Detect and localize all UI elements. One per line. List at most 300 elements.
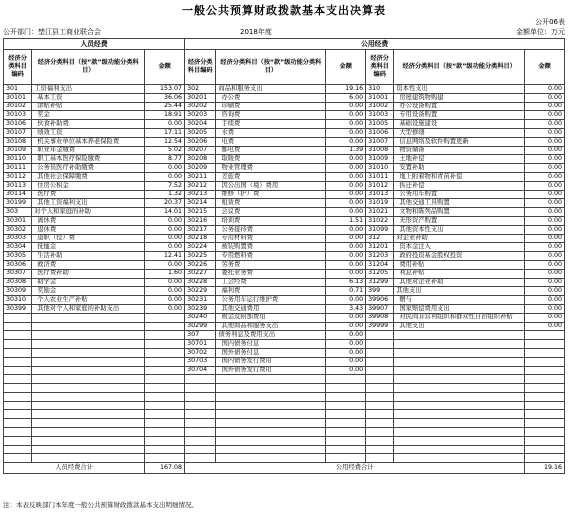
cell-name xyxy=(216,419,326,428)
personnel-header: 人员经费 xyxy=(4,39,185,50)
cell-amount: 1.32 xyxy=(145,190,185,199)
cell-code: 31001 xyxy=(366,93,394,102)
table-row xyxy=(4,199,565,208)
cell-amount xyxy=(145,454,185,463)
cell-code: 30227 xyxy=(185,269,216,278)
table-row xyxy=(4,111,565,120)
cell-code xyxy=(366,454,394,463)
cell-code xyxy=(185,419,216,428)
cell-name: 助学金 xyxy=(32,278,145,287)
cell-amount xyxy=(145,436,185,445)
cell-name xyxy=(32,340,145,349)
cell-code xyxy=(366,340,394,349)
cell-code xyxy=(4,454,32,463)
cell-code xyxy=(366,436,394,445)
cell-name: 对个人和家庭的补助 xyxy=(32,208,145,217)
cell-name: 差旅费 xyxy=(216,172,326,181)
cell-amount: 0.00 xyxy=(326,260,366,269)
cell-name: 因公出国（境）费用 xyxy=(216,181,326,190)
cell-amount xyxy=(326,428,366,437)
cell-code xyxy=(185,375,216,384)
cell-amount xyxy=(525,401,565,410)
cell-name xyxy=(394,445,525,454)
cell-code: 30107 xyxy=(4,128,32,137)
cell-name: 国家赔偿费用支出 xyxy=(394,304,525,313)
cell-amount: 0.00 xyxy=(326,199,366,208)
cell-amount xyxy=(326,410,366,419)
cell-name: 资本金注入 xyxy=(394,243,525,252)
cell-code xyxy=(185,410,216,419)
cell-amount: 0.00 xyxy=(326,208,366,217)
cell-amount xyxy=(145,357,185,366)
cell-name xyxy=(394,401,525,410)
table-row xyxy=(4,366,565,375)
cell-code: 30106 xyxy=(4,120,32,129)
cell-amount xyxy=(525,410,565,419)
cell-code: 30303 xyxy=(4,234,32,243)
cell-amount xyxy=(326,375,366,384)
cell-amount: 0.00 xyxy=(525,102,565,111)
cell-code xyxy=(366,445,394,454)
cell-code: 30110 xyxy=(4,155,32,164)
cell-name xyxy=(394,366,525,375)
cell-amount: 17.11 xyxy=(145,128,185,137)
cell-code xyxy=(185,401,216,410)
cell-code: 30310 xyxy=(4,296,32,305)
cell-amount: 0.00 xyxy=(145,234,185,243)
cell-name: 劳务费 xyxy=(216,260,326,269)
amount-unit: 金额单位：万元 xyxy=(516,28,565,36)
table-row xyxy=(4,269,565,278)
cell-amount: 0.00 xyxy=(145,172,185,181)
cell-name: 办公费 xyxy=(216,93,326,102)
cell-name: 电费 xyxy=(216,137,326,146)
cell-name xyxy=(216,445,326,454)
cell-amount xyxy=(326,445,366,454)
cell-name: 专用设备购置 xyxy=(394,111,525,120)
table-row xyxy=(4,155,565,164)
cell-amount: 0.00 xyxy=(525,225,565,234)
cell-code xyxy=(185,384,216,393)
cell-amount: 0.00 xyxy=(145,304,185,313)
cell-name: 房屋建筑物购建 xyxy=(394,93,525,102)
cell-name: 委托业务费 xyxy=(216,269,326,278)
report-year: 2018年度 xyxy=(240,28,272,36)
cell-code: 30214 xyxy=(185,199,216,208)
table-row xyxy=(4,322,565,331)
cell-amount: 0.00 xyxy=(326,234,366,243)
table-row xyxy=(4,375,565,384)
cell-amount: 0.00 xyxy=(525,190,565,199)
table-row xyxy=(4,172,565,181)
cell-amount xyxy=(525,331,565,340)
cell-name: 工会经费 xyxy=(216,278,326,287)
cell-name xyxy=(394,357,525,366)
cell-name: 医疗费 xyxy=(32,190,145,199)
cell-amount: 0.00 xyxy=(326,340,366,349)
cell-amount xyxy=(145,322,185,331)
cell-code: 31009 xyxy=(366,155,394,164)
cell-amount xyxy=(145,375,185,384)
cell-code: 31203 xyxy=(366,252,394,261)
cell-name xyxy=(394,375,525,384)
cell-code: 30203 xyxy=(185,111,216,120)
cell-name xyxy=(32,410,145,419)
cell-amount: 0.00 xyxy=(326,357,366,366)
cell-code: 30306 xyxy=(4,260,32,269)
table-row xyxy=(4,190,565,199)
cell-code: 30305 xyxy=(4,252,32,261)
cell-amount: 0.00 xyxy=(326,243,366,252)
cell-name: 手续费 xyxy=(216,120,326,129)
cell-code: 312 xyxy=(366,234,394,243)
cell-amount: 1.39 xyxy=(326,146,366,155)
cell-code: 39906 xyxy=(366,296,394,305)
table-row xyxy=(4,348,565,357)
cell-amount: 0.00 xyxy=(326,322,366,331)
cell-code xyxy=(366,401,394,410)
cell-amount: 1.60 xyxy=(145,269,185,278)
table-row xyxy=(4,445,565,454)
cell-code xyxy=(185,428,216,437)
cell-amount: 0.00 xyxy=(525,278,565,287)
table-row xyxy=(4,120,565,129)
cell-code: 30702 xyxy=(185,348,216,357)
cell-name xyxy=(216,384,326,393)
cell-name xyxy=(32,401,145,410)
cell-name: 文物和陈列品购置 xyxy=(394,208,525,217)
cell-name: 其他对企业补助 xyxy=(394,278,525,287)
table-row xyxy=(4,137,565,146)
table-row xyxy=(4,410,565,419)
cell-code: 303 xyxy=(4,208,32,217)
cell-amount: 6.00 xyxy=(326,93,366,102)
cell-name xyxy=(394,454,525,463)
cell-name: 取暖费 xyxy=(216,155,326,164)
cell-code: 39999 xyxy=(366,322,394,331)
cell-amount: 0.00 xyxy=(326,155,366,164)
cell-amount: 3.43 xyxy=(326,304,366,313)
cell-amount: 1.51 xyxy=(326,216,366,225)
cell-name: 津贴补贴 xyxy=(32,102,145,111)
cell-code: 30304 xyxy=(4,243,32,252)
cell-code xyxy=(4,384,32,393)
cell-amount: 0.00 xyxy=(525,260,565,269)
cell-amount: 18.91 xyxy=(145,111,185,120)
cell-name: 邮电费 xyxy=(216,146,326,155)
cell-amount: 7.52 xyxy=(145,181,185,190)
cell-amount xyxy=(326,384,366,393)
cell-code: 31022 xyxy=(366,216,394,225)
table-row xyxy=(4,428,565,437)
table-row xyxy=(4,304,565,313)
cell-amount xyxy=(326,419,366,428)
cell-name: 土地补偿 xyxy=(394,155,525,164)
cell-code: 30240 xyxy=(185,313,216,322)
cell-amount: 0.00 xyxy=(145,216,185,225)
cell-code: 30207 xyxy=(185,146,216,155)
cell-amount: 0.00 xyxy=(326,269,366,278)
cell-amount xyxy=(525,366,565,375)
public-total-amount: 19.16 xyxy=(525,463,565,474)
cell-amount xyxy=(145,366,185,375)
cell-name: 公务接待费 xyxy=(216,225,326,234)
cell-name: 维修（护）费 xyxy=(216,190,326,199)
cell-amount xyxy=(326,436,366,445)
cell-amount xyxy=(326,401,366,410)
cell-code: 30213 xyxy=(185,190,216,199)
report-meta xyxy=(0,27,568,37)
table-row xyxy=(4,181,565,190)
cell-code xyxy=(4,392,32,401)
cell-code xyxy=(4,348,32,357)
cell-name: 基础设施建设 xyxy=(394,120,525,129)
cell-amount xyxy=(145,348,185,357)
cell-name: 住房公积金 xyxy=(32,181,145,190)
cell-code: 31011 xyxy=(366,172,394,181)
cell-amount: 0.00 xyxy=(326,296,366,305)
cell-code: 39907 xyxy=(366,304,394,313)
cell-name xyxy=(32,331,145,340)
column-header-amount: 金额 xyxy=(525,50,565,85)
cell-code: 30202 xyxy=(185,102,216,111)
cell-name: 对民间非营利组织和群众性自治组织补贴 xyxy=(394,313,525,322)
cell-name: 国内债务发行费用 xyxy=(216,357,326,366)
cell-name xyxy=(32,375,145,384)
cell-name xyxy=(216,410,326,419)
cell-code: 30302 xyxy=(4,225,32,234)
cell-name xyxy=(394,428,525,437)
cell-amount: 0.00 xyxy=(525,137,565,146)
cell-amount: 153.07 xyxy=(145,85,185,94)
cell-amount: 0.00 xyxy=(326,366,366,375)
cell-name: 安置补助 xyxy=(394,164,525,173)
cell-amount xyxy=(525,384,565,393)
cell-name: 拆迁补偿 xyxy=(394,181,525,190)
cell-amount: 0.71 xyxy=(326,287,366,296)
table-row xyxy=(4,278,565,287)
cell-name: 职业年金缴费 xyxy=(32,146,145,155)
cell-code: 30113 xyxy=(4,181,32,190)
cell-amount: 0.00 xyxy=(525,313,565,322)
table-row xyxy=(4,287,565,296)
cell-code: 30224 xyxy=(185,243,216,252)
cell-name: 利息补贴 xyxy=(394,269,525,278)
table-row xyxy=(4,392,565,401)
cell-name: 物资储备 xyxy=(394,146,525,155)
table-row xyxy=(4,419,565,428)
table-body xyxy=(4,85,565,463)
cell-name: 资本性支出 xyxy=(394,85,525,94)
cell-code xyxy=(4,366,32,375)
cell-amount xyxy=(326,454,366,463)
cell-code xyxy=(4,428,32,437)
cell-name: 医疗费补助 xyxy=(32,269,145,278)
cell-code: 31019 xyxy=(366,199,394,208)
cell-name xyxy=(216,454,326,463)
personnel-total-label: 人员经费合计 xyxy=(4,463,145,474)
cell-code xyxy=(4,419,32,428)
cell-code: 30108 xyxy=(4,137,32,146)
cell-code xyxy=(366,357,394,366)
cell-amount: 20.37 xyxy=(145,199,185,208)
cell-code xyxy=(4,322,32,331)
cell-code xyxy=(366,384,394,393)
cell-code: 31201 xyxy=(366,243,394,252)
cell-name: 绩效工资 xyxy=(32,128,145,137)
cell-name: 其他工资福利支出 xyxy=(32,199,145,208)
table-row xyxy=(4,340,565,349)
cell-code: 30212 xyxy=(185,181,216,190)
cell-code xyxy=(4,445,32,454)
cell-code xyxy=(4,375,32,384)
cell-code xyxy=(4,340,32,349)
cell-code: 31205 xyxy=(366,269,394,278)
personnel-total-amount: 167.08 xyxy=(145,463,185,474)
report-title: 一般公共预算财政拨款基本支出决算表 xyxy=(182,4,386,17)
cell-amount: 0.00 xyxy=(525,146,565,155)
cell-name xyxy=(32,357,145,366)
cell-code: 30216 xyxy=(185,216,216,225)
table-row xyxy=(4,85,565,94)
cell-amount xyxy=(525,445,565,454)
cell-amount xyxy=(145,340,185,349)
department-name: 埜江县工商业联合会 xyxy=(38,28,101,36)
cell-name: 基本工资 xyxy=(32,93,145,102)
expenditure-table xyxy=(3,38,565,474)
cell-name: 其他支出 xyxy=(394,287,525,296)
cell-amount xyxy=(145,331,185,340)
cell-name xyxy=(394,392,525,401)
cell-amount: 0.00 xyxy=(525,120,565,129)
table-row xyxy=(4,234,565,243)
cell-name xyxy=(394,348,525,357)
cell-amount xyxy=(145,428,185,437)
cell-code: 30704 xyxy=(185,366,216,375)
cell-name: 公务用车运行维护费 xyxy=(216,296,326,305)
cell-name: 职工基本医疗保险缴费 xyxy=(32,155,145,164)
cell-amount: 0.00 xyxy=(525,128,565,137)
cell-name: 机关事业单位基本养老保险费 xyxy=(32,137,145,146)
cell-name: 政府投资基金股权投资 xyxy=(394,252,525,261)
cell-amount: 0.00 xyxy=(326,348,366,357)
cell-name: 离休费 xyxy=(32,216,145,225)
cell-amount: 0.00 xyxy=(525,208,565,217)
cell-name xyxy=(216,428,326,437)
cell-code: 31204 xyxy=(366,260,394,269)
cell-name: 培训费 xyxy=(216,216,326,225)
cell-amount xyxy=(525,454,565,463)
cell-code xyxy=(366,375,394,384)
cell-code: 30112 xyxy=(4,172,32,181)
cell-amount: 0.00 xyxy=(525,181,565,190)
cell-name: 信息网络及软件购置更新 xyxy=(394,137,525,146)
cell-name xyxy=(394,384,525,393)
cell-amount: 0.00 xyxy=(326,181,366,190)
department-label: 公开部门： xyxy=(3,28,38,36)
cell-code xyxy=(4,401,32,410)
cell-name: 其他商品和服务支出 xyxy=(216,322,326,331)
cell-amount: 0.00 xyxy=(145,260,185,269)
cell-code: 30399 xyxy=(4,304,32,313)
cell-code: 30703 xyxy=(185,357,216,366)
cell-code: 30199 xyxy=(4,199,32,208)
cell-amount xyxy=(525,436,565,445)
cell-amount: 0.00 xyxy=(525,234,565,243)
table-row xyxy=(4,357,565,366)
cell-amount: 0.00 xyxy=(525,296,565,305)
table-row xyxy=(4,243,565,252)
cell-amount xyxy=(145,410,185,419)
cell-amount xyxy=(145,313,185,322)
table-row xyxy=(4,225,565,234)
cell-code: 30205 xyxy=(185,128,216,137)
cell-name xyxy=(394,410,525,419)
cell-name: 无形资产购置 xyxy=(394,216,525,225)
cell-name: 费用补贴 xyxy=(394,260,525,269)
cell-code xyxy=(4,410,32,419)
cell-code: 30308 xyxy=(4,278,32,287)
cell-name: 抚恤金 xyxy=(32,243,145,252)
cell-name: 福利费 xyxy=(216,287,326,296)
cell-name: 国外债务发行费用 xyxy=(216,366,326,375)
cell-code xyxy=(185,436,216,445)
cell-code: 399 xyxy=(366,287,394,296)
cell-amount: 8.77 xyxy=(145,155,185,164)
cell-name: 专用材料费 xyxy=(216,234,326,243)
cell-amount: 0.00 xyxy=(525,111,565,120)
cell-name: 生活补助 xyxy=(32,252,145,261)
cell-code: 30201 xyxy=(185,93,216,102)
cell-code: 31005 xyxy=(366,120,394,129)
table-row xyxy=(4,313,565,322)
column-header-name: 经济分类科目（按“款”级功能分类科目） xyxy=(216,50,326,85)
cell-code: 30229 xyxy=(185,287,216,296)
table-row xyxy=(4,401,565,410)
cell-name xyxy=(32,445,145,454)
cell-amount xyxy=(525,340,565,349)
cell-name xyxy=(394,419,525,428)
cell-amount xyxy=(145,401,185,410)
cell-amount: 5.02 xyxy=(145,146,185,155)
cell-code: 30301 xyxy=(4,216,32,225)
cell-amount: 0.00 xyxy=(525,85,565,94)
cell-amount: 0.00 xyxy=(145,120,185,129)
table-row xyxy=(4,331,565,340)
cell-name xyxy=(216,436,326,445)
cell-name: 国内债务付息 xyxy=(216,340,326,349)
cell-name xyxy=(394,436,525,445)
cell-amount: 0.00 xyxy=(145,278,185,287)
table-row xyxy=(4,454,565,463)
cell-amount: 12.54 xyxy=(145,137,185,146)
column-header-code: 经济分类科目编码 xyxy=(4,50,32,85)
cell-amount: 0.00 xyxy=(145,225,185,234)
cell-name: 印刷费 xyxy=(216,102,326,111)
cell-code: 31008 xyxy=(366,146,394,155)
cell-code: 31010 xyxy=(366,164,394,173)
cell-name: 奖金 xyxy=(32,111,145,120)
cell-name: 其他支出 xyxy=(394,322,525,331)
table-row xyxy=(4,436,565,445)
cell-name: 被装购置费 xyxy=(216,243,326,252)
cell-amount: 0.00 xyxy=(525,252,565,261)
cell-amount: 0.00 xyxy=(525,172,565,181)
cell-code: 30211 xyxy=(185,172,216,181)
cell-name: 退休费 xyxy=(32,225,145,234)
cell-code: 30299 xyxy=(185,322,216,331)
footnote: 注：本表反映部门本年度一般公共预算财政拨款基本支出明细情况。 xyxy=(3,501,198,509)
